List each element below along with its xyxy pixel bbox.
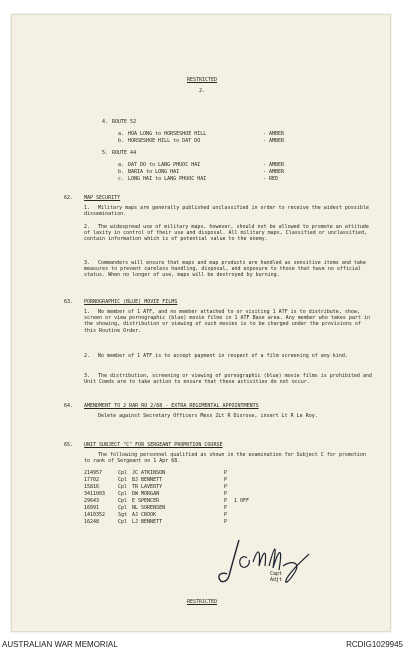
- service-number: 15816: [84, 484, 100, 490]
- paragraph-text: No member of 1 ATF is to accept payment in respect of a film screening of any kind.: [98, 353, 348, 359]
- route-title: ROUTE 44: [112, 150, 137, 156]
- member-name: LJ BENNETT: [132, 519, 163, 525]
- rank: Cpl: [118, 498, 128, 504]
- result: P: [224, 477, 228, 483]
- paragraph-number: 1.: [84, 205, 91, 211]
- table-row: [84, 484, 234, 490]
- table-row: [84, 512, 234, 518]
- archive-source: AUSTRALIAN WAR MEMORIAL: [2, 640, 118, 649]
- route-item: [118, 169, 284, 175]
- paragraph: [84, 353, 374, 359]
- paragraph-number: 3.: [84, 373, 91, 379]
- table-row: [84, 498, 249, 504]
- result: P: [224, 498, 228, 504]
- route-item-status: - AMBER: [263, 138, 285, 144]
- paragraph-number: 2.: [84, 224, 91, 230]
- member-name: NL SORENSEN: [132, 505, 166, 511]
- paragraph-text: The widespread use of military maps, however, should not be allowed to promote an attitude of laxity in control of their use and disposal. All military maps, Classified or unclassified, contain information which is of potential value to the enemy.: [84, 224, 369, 243]
- promotion-intro: The following personnel qualified as shown in the examination for Subject C for promotion to rank of Sergeant on 1 Apr 68.: [84, 452, 366, 465]
- route-title: ROUTE 52: [112, 119, 137, 125]
- paragraph-text: Delete against Secretary Officers Mess 2Lt R Disrose, insert Lt R Le Roy.: [98, 413, 318, 419]
- paragraph: [84, 260, 374, 279]
- route-item-location: BARIA to LONG HAI: [128, 169, 180, 175]
- route-item-label: a.: [118, 131, 125, 137]
- rank: Cpl: [118, 519, 128, 525]
- page-number: 2.: [198, 88, 206, 94]
- route-item: [118, 176, 278, 182]
- route-item-status: - AMBER: [263, 169, 285, 175]
- route-number: 4.: [102, 119, 109, 125]
- table-row: [84, 519, 234, 525]
- route-item-status: - RED: [263, 176, 279, 182]
- paragraph-text: Military maps are generally published unclassified in order to receive the widest possible dissemination.: [84, 205, 369, 218]
- result: P: [224, 505, 228, 511]
- paragraph-text: Commanders will ensure that maps and map products are handled as sensitive items and take measures to prevent careless handling, disposal, and exposure to those that have no official status. When no longer of use, maps will be destroyed by burning.: [84, 260, 366, 279]
- route-item-status: - AMBER: [263, 162, 285, 168]
- signature-scribble: [217, 536, 312, 588]
- paragraph-number: 2.: [84, 353, 91, 359]
- signature: [217, 536, 312, 592]
- member-name: BJ BENNETT: [132, 477, 163, 483]
- result: P: [224, 491, 228, 497]
- route-item-location: DAT DO to LANG PHUOC HAI: [128, 162, 201, 168]
- route-item-status: - AMBER: [263, 131, 285, 137]
- route-heading: [102, 119, 136, 125]
- paragraph: [84, 224, 374, 243]
- rank: Sgt: [118, 512, 128, 518]
- service-number: 17702: [84, 477, 100, 483]
- member-name: E SPENCER: [132, 498, 160, 504]
- document-page: [11, 14, 391, 632]
- service-number: 29643: [84, 498, 100, 504]
- section-title: MAP SECURITY: [84, 195, 121, 201]
- section-number: 64.: [64, 403, 74, 409]
- route-number: 5.: [102, 150, 109, 156]
- route-item-label: b.: [118, 138, 125, 144]
- signature-appointment: Adjt: [270, 577, 283, 583]
- result: P: [224, 512, 228, 518]
- route-item-label: c.: [118, 176, 125, 182]
- section-title: UNIT SUBJECT "C" FOR SERGEANT PROMOTION COURSE: [84, 442, 223, 448]
- member-name: DW MORGAN: [132, 491, 160, 497]
- section-title: AMENDMENT TO 2 RAR RO 2/68 - EXTRA REGIMENTAL APPOINTMENTS: [84, 403, 259, 409]
- result: P: [224, 470, 228, 476]
- route-item-location: HORSESHOE HILL to DAT DO: [128, 138, 201, 144]
- service-number: 16091: [84, 505, 100, 511]
- section-number: 63.: [64, 299, 74, 305]
- rank: Cpl: [118, 477, 128, 483]
- signature-rank: Capt: [270, 571, 283, 577]
- service-number: 3411003: [84, 491, 106, 497]
- section-title: PORNOGRAPHIC (BLUE) MOVIE FILMS: [84, 299, 178, 305]
- route-item: [118, 162, 284, 168]
- paragraph: [84, 373, 374, 385]
- rank: Cpl: [118, 505, 128, 511]
- route-item-label: b.: [118, 169, 125, 175]
- table-row: [84, 491, 234, 497]
- section-number: 62.: [64, 195, 74, 201]
- route-heading: [102, 150, 136, 156]
- service-number: 1410352: [84, 512, 106, 518]
- service-number: 214957: [84, 470, 103, 476]
- section-number: 65.: [64, 442, 74, 448]
- member-name: TR LAVERTY: [132, 484, 163, 490]
- route-item: [118, 138, 284, 144]
- paragraph: [84, 309, 374, 334]
- classification-footer: RESTRICTED: [186, 599, 218, 605]
- classification-header: RESTRICTED: [186, 77, 218, 83]
- result: P: [224, 484, 228, 490]
- paragraph-text: The distribution, screening or viewing of pornographic (blue) movie films is prohibited and Unit Comds are to take action to ensure that these activities do not occur.: [84, 373, 372, 386]
- member-name: JC ATKINSON: [132, 470, 166, 476]
- paragraph: [84, 205, 374, 217]
- route-item-location: LONG HAI to LANG PHUOC HAI: [128, 176, 207, 182]
- route-item: [118, 131, 284, 137]
- route-item-location: HOA LONG to HORSESHOE HILL: [128, 131, 207, 137]
- result-note: 1 OFF: [234, 498, 250, 504]
- paragraph-number: 1.: [84, 309, 91, 315]
- rank: Cpl: [118, 491, 128, 497]
- result: P: [224, 519, 228, 525]
- table-row: [84, 470, 234, 476]
- paragraph: [84, 413, 374, 419]
- archive-id: RCDIG1029945: [346, 640, 403, 649]
- paragraph-text: No member of 1 ATF, and no member attached to or visiting 1 ATF is to distribute, show, screen or view pornographic (blue) movie films in 1 ATF Base area. Any member who takes part in the showing, distribution or viewing of such movies is to be charged under the provisions of this Routine Order.: [84, 309, 370, 334]
- table-row: [84, 505, 234, 511]
- route-item-label: a.: [118, 162, 125, 168]
- table-row: [84, 477, 234, 483]
- member-name: AJ CROOK: [132, 512, 157, 518]
- service-number: 16248: [84, 519, 100, 525]
- rank: Cpl: [118, 484, 128, 490]
- rank: Cpl: [118, 470, 128, 476]
- paragraph-number: 3.: [84, 260, 91, 266]
